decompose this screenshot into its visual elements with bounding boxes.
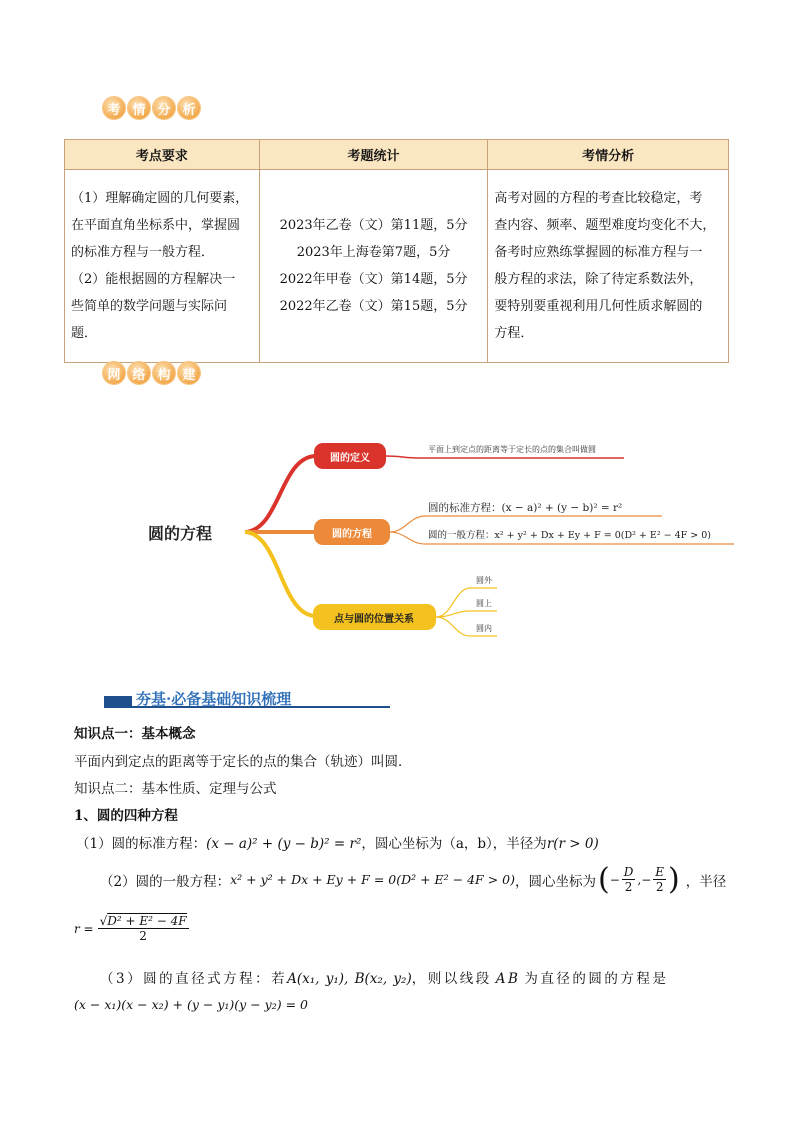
table-header: 考点要求 (65, 140, 260, 170)
node-equation-label: 圆的方程 (332, 529, 372, 540)
cell-line: 般方程的求法，除了待定系数法外， (494, 272, 703, 287)
section-bar-block (104, 696, 132, 706)
eq1-label: （1）圆的标准方程： (76, 836, 207, 852)
eq2-center: ( − $\frac{D}{2}$ ,− $\frac{E}{2}$ ) (597, 862, 680, 897)
badge-char: 建 (178, 362, 200, 384)
mindmap-root: 圆的方程 (148, 524, 213, 543)
table-cell-analysis (488, 170, 729, 363)
cell-line: 2022年乙卷（文）第15题，5分 (279, 299, 468, 314)
cell-line: 2023年乙卷（文）第11题，5分 (279, 218, 468, 233)
cell-line: 些简单的数学问题与实际问 (71, 299, 228, 314)
radius-denominator: 2 (139, 929, 147, 943)
leaf-standard-eq: 圆的标准方程：(x − a)² + (y − b)² = r² (428, 502, 623, 514)
eq3-formula: (x − x₁)(x − x₂) + (y − y₁)(y − y₂) = 0 (74, 997, 308, 1012)
eq3-line (100, 967, 668, 987)
section-title: 夯基·必备基础知识梳理 (136, 690, 292, 708)
subsection-title: 1、圆的四种方程 (74, 808, 178, 824)
center-numerator-e: E (655, 865, 665, 879)
eq1-formula: (x − a)² + (y − b)² = r² (206, 836, 362, 852)
badge-char: 分 (153, 97, 175, 119)
radius-numerator: D² + E² − 4F (107, 914, 187, 928)
node-definition-label: 圆的定义 (330, 453, 370, 464)
table-header: 考情分析 (488, 140, 729, 170)
leaf-inside: 圆内 (476, 624, 492, 633)
eq1-line (76, 832, 599, 852)
leaf-on: 圆上 (476, 599, 492, 608)
leaf-line-definition (386, 456, 624, 458)
cell-line: 备考时应熟练掌握圆的标准方程与一 (494, 245, 703, 260)
section-badge-exam-analysis (103, 97, 200, 119)
branch-yellow (245, 532, 315, 616)
eq3-text2: 为直径的圆的方程是 (524, 971, 669, 987)
section-header (104, 688, 390, 708)
radius-lhs: r = (74, 921, 94, 936)
cell-line: （2）能根据圆的方程解决一 (71, 272, 236, 287)
cell-line: 方程． (494, 326, 534, 341)
badge-char: 构 (153, 362, 175, 384)
eq2-radius: r = $\frac{\text{√D² + E² − 4F}}{2}$ (74, 914, 187, 943)
branch-red (245, 456, 315, 532)
eq1-text: ，圆心坐标为（a，b），半径为 (361, 836, 547, 852)
leaf-definition: 平面上到定点的距离等于定长的点的集合叫做圆 (428, 445, 596, 454)
badge-char: 考 (103, 97, 125, 119)
cell-line: （1）理解确定圆的几何要素， (71, 191, 249, 206)
eq1-radius: r(r > 0) (546, 836, 599, 852)
mind-map (0, 400, 794, 700)
eq3-points: A(x₁, y₁), B(x₂, y₂) (287, 971, 412, 987)
kp1-title: 知识点一：基本概念 (74, 726, 196, 742)
table-header: 考题统计 (259, 140, 488, 170)
kp2-title: 知识点二：基本性质、定理与公式 (74, 781, 277, 797)
eq2-text: ，圆心坐标为 (514, 873, 596, 890)
center-denominator: 2 (624, 880, 633, 894)
leaf-outside: 圆外 (476, 576, 492, 585)
cell-line: 高考对圆的方程的考查比较稳定，考 (494, 191, 703, 206)
eq3-text: ，则以线段 (411, 971, 492, 987)
node-position-label: 点与圆的位置关系 (334, 614, 414, 625)
leaf-general-eq: 圆的一般方程：x² + y² + Dx + Ey + F = 0(D² + E² − 4F > 0) (428, 530, 712, 541)
eq2-radius-label: ，半径 (685, 873, 727, 890)
badge-char: 情 (128, 97, 150, 119)
eq2-line (100, 862, 726, 897)
eq2-formula: x² + y² + Dx + Ey + F = 0(D² + E² − 4F > 0) (230, 872, 515, 887)
kp1-text: 平面内到定点的距离等于定长的点的集合（轨迹）叫圆． (74, 754, 412, 770)
center-denominator: 2 (655, 880, 664, 894)
cell-line: 2022年甲卷（文）第14题，5分 (279, 272, 468, 287)
badge-char: 析 (178, 97, 200, 119)
eq2-label: （2）圆的一般方程： (100, 873, 231, 890)
eq3-segment: AB (495, 971, 521, 987)
table-cell-requirements (65, 170, 260, 363)
table-cell-statistics (259, 170, 488, 363)
cell-line: 2023年上海卷第7题，5分 (296, 245, 451, 260)
cell-line: 查内容、频率、题型难度均变化不大， (494, 218, 716, 233)
badge-char: 网 (103, 362, 125, 384)
cell-line: 在平面直角坐标系中，掌握圆 (71, 218, 241, 233)
cell-line: 要特别要重视利用几何性质求解圆的 (494, 299, 703, 314)
exam-analysis-table (64, 139, 729, 363)
cell-line: 的标准方程与一般方程． (71, 245, 215, 260)
eq3-label: （3）圆的直径式方程：若 (100, 971, 288, 987)
center-numerator-d: D (623, 865, 634, 879)
badge-char: 络 (128, 362, 150, 384)
cell-line: 题． (71, 326, 98, 341)
section-badge-network (103, 362, 200, 384)
